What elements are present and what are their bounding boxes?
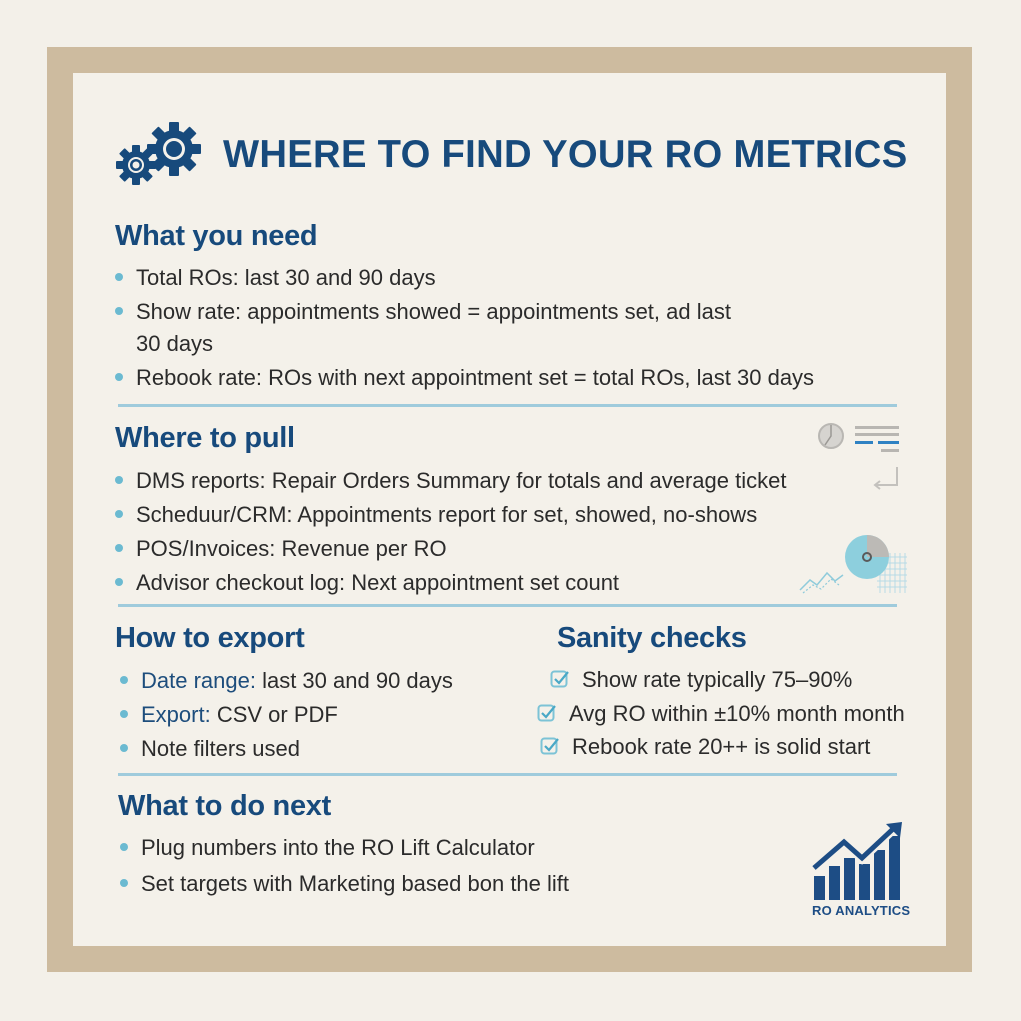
logo-text: RO ANALYTICS	[812, 903, 911, 918]
section-divider	[118, 604, 897, 607]
checklist-item: Rebook rate 20++ is solid start	[540, 731, 870, 763]
section-divider	[118, 773, 897, 776]
checkbox-checked-icon	[550, 669, 570, 689]
list-item-continuation: 30 days	[136, 331, 214, 356]
section-heading-where-to-pull: Where to pull	[115, 422, 295, 454]
gears-icon	[115, 120, 205, 190]
checklist-item: Avg RO within ±10% month month	[537, 698, 905, 730]
page-header	[115, 120, 921, 190]
bullet-icon	[115, 544, 123, 552]
section-heading-how-to-export: How to export	[115, 622, 305, 654]
bullet-icon	[120, 843, 128, 851]
list-item: Date range: last 30 and 90 days	[120, 665, 453, 697]
bullet-icon	[115, 273, 123, 281]
list-item: Advisor checkout log: Next appointment set count	[115, 567, 619, 599]
bullet-icon	[115, 578, 123, 586]
return-arrow-icon	[870, 465, 902, 496]
section-heading-sanity-checks: Sanity checks	[557, 622, 747, 654]
bullet-icon	[115, 373, 123, 381]
pie-chart-icon	[795, 535, 910, 600]
list-item: POS/Invoices: Revenue per RO	[115, 533, 447, 565]
list-item: Rebook rate: ROs with next appointment set = total ROs, last 30 days	[115, 362, 814, 394]
checkbox-checked-icon	[540, 736, 560, 756]
bullet-icon	[115, 476, 123, 484]
list-item: DMS reports: Repair Orders Summary for totals and average ticket	[115, 465, 786, 497]
bullet-icon	[120, 879, 128, 887]
bar-chart-trend-icon	[812, 820, 907, 907]
section-heading-what-to-do-next: What to do next	[118, 790, 331, 822]
list-item: Show rate: appointments showed = appointments set, ad last	[115, 296, 731, 328]
report-list-icon	[815, 420, 905, 465]
bullet-icon	[115, 307, 123, 315]
list-item: Plug numbers into the RO Lift Calculator	[120, 832, 535, 864]
list-item: Scheduur/CRM: Appointments report for set, showed, no-shows	[115, 499, 757, 531]
list-item: Total ROs: last 30 and 90 days	[115, 262, 436, 294]
bullet-icon	[115, 510, 123, 518]
section-divider	[118, 404, 897, 407]
checkbox-checked-icon	[537, 703, 557, 723]
bullet-icon	[120, 744, 128, 752]
list-item: Note filters used	[120, 733, 300, 765]
page-title: WHERE TO FIND YOUR RO METRICS	[223, 133, 908, 176]
list-item: Set targets with Marketing based bon the lift	[120, 868, 569, 900]
bullet-icon	[120, 676, 128, 684]
list-item: Export: CSV or PDF	[120, 699, 338, 731]
section-heading-what-you-need: What you need	[115, 220, 318, 252]
checklist-item: Show rate typically 75–90%	[550, 664, 852, 696]
bullet-icon	[120, 710, 128, 718]
